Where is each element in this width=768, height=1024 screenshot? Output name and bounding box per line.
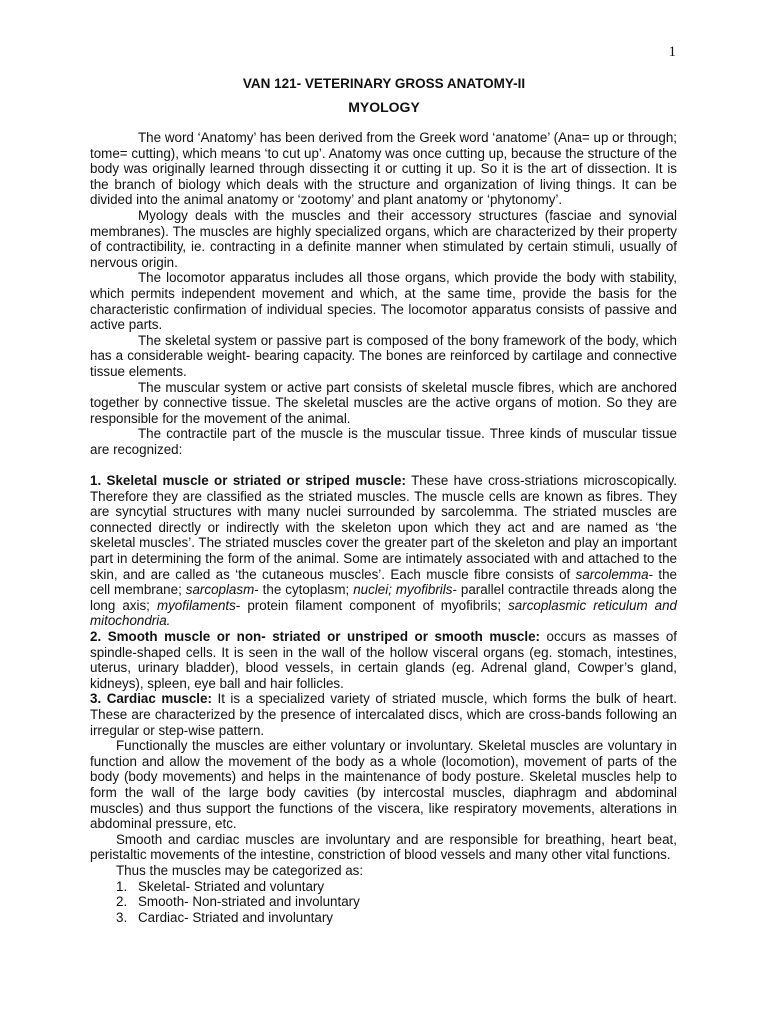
list-number: 3. <box>116 909 128 925</box>
document-subtitle: MYOLOGY <box>348 99 420 115</box>
section-cardiac-muscle <box>90 691 677 738</box>
list-number: 1. <box>116 878 128 894</box>
section-heading: 2. Smooth muscle or non- striated or unstriped or smooth muscle: <box>90 629 540 644</box>
list-item <box>116 894 677 910</box>
term-italic: sarcolemma <box>575 566 649 582</box>
section-text: - the cytoplasm; <box>254 582 354 598</box>
section-text: - parallel contractile threads along the long axis; <box>90 582 678 613</box>
section-text: - protein filament component of myofibrils; <box>235 597 509 613</box>
list-item <box>116 879 677 895</box>
paragraph-locomotor: The locomotor apparatus includes all those organs, which provide the body with stability, which permits independent movement and which, at the same time, provide the basis for the characteristic confirmation of individual species. The locomotor apparatus consists of passive and active parts. <box>90 270 677 333</box>
section-skeletal-muscle <box>90 473 677 629</box>
term-italic: sarcoplasm <box>185 582 255 598</box>
document-title: VAN 121- VETERINARY GROSS ANATOMY-II <box>242 76 526 91</box>
term-italic: nuclei; myofibrils <box>353 582 453 598</box>
paragraph-anatomy: The word ‘Anatomy’ has been derived from the Greek word ‘anatome’ (Ana= up or through; tome= cutting), which means ‘to cut up’. Anatomy was once cutting up, because the structure of the body was originally learned through dissecting it or cutting it up. So it is the art of dissection. It is the branch of biology which deals with the structure and organization of living things. It can be divided into the animal anatomy or ‘zootomy’ and plant anatomy or ‘phytonomy’. <box>90 130 677 208</box>
section-smooth-muscle <box>90 629 677 691</box>
page-number: 1 <box>668 44 676 60</box>
section-heading: 1. Skeletal muscle or striated or striped muscle: <box>90 473 406 489</box>
list-text: Smooth- Non-striated and involuntary <box>138 894 360 910</box>
paragraph-muscular-system: The muscular system or active part consists of skeletal muscle fibres, which are anchored together by connective tissue. The skeletal muscles are the active organs of motion. So they are responsible for the movement of the animal. <box>90 379 677 426</box>
spacer <box>90 457 677 473</box>
paragraph-muscular-tissue: The contractile part of the muscle is the muscular tissue. Three kinds of muscular tissue are recognized: <box>90 426 677 457</box>
paragraph-myology: Myology deals with the muscles and their accessory structures (fasciae and synovial membranes). The muscles are highly specialized organs, which are characterized by their property of contractibility, ie. contracting in a definite manner when stimulated by certain stimuli, usually of nervous origin. <box>90 207 677 270</box>
document-body <box>90 130 677 925</box>
term-italic: myofilaments <box>156 597 236 613</box>
term-italic: sarcoplasmic reticulum and mitochondria. <box>90 597 677 629</box>
section-text: occurs as masses of spindle-shaped cells. It is seen in the wall of the hollow visceral organs (eg. stomach, intestines, uterus, urinary bladder), blood vessels, in certain glands (eg. Adrenal gland, Cowper’s gland, kidneys), spleen, eye ball and hair follicles. <box>90 629 677 691</box>
paragraph-categorized: Thus the muscles may be categorized as: <box>116 862 364 878</box>
paragraph-skeletal-system: The skeletal system or passive part is composed of the bony framework of the body, which has a considerable weight- bearing capacity. The bones are reinforced by cartilage and connective tissue elements. <box>90 332 677 379</box>
list-text: Skeletal- Striated and voluntary <box>138 878 325 894</box>
list-number: 2. <box>116 894 128 910</box>
list-text: Cardiac- Striated and involuntary <box>138 909 334 925</box>
category-list <box>90 879 677 926</box>
section-text: It is a specialized variety of striated muscle, which forms the bulk of heart. These are characterized by the presence of intercalated discs, which are cross-bands following an irregular or step-wise pattern. <box>90 691 677 738</box>
list-item <box>116 910 677 926</box>
section-text: These have cross-striations microscopically. Therefore they are classified as the striated muscles. The muscle cells are known as fibres. They are syncytial structures with many nuclei surrounded by sarcolemma. The striated muscles are connected directly or indirectly with the skeleton upon which they act and are named as ‘the skeletal muscles’. The striated muscles cover the greater part of the skeleton and play an important part in determining the form of the animal. Some are intimately associated with and attached to the skin, and are called as ‘the cutaneous muscles’. Each muscle fibre consists of <box>90 473 678 582</box>
paragraph-involuntary: Smooth and cardiac muscles are involuntary and are responsible for breathing, heart beat, peristaltic movements of the intestine, constriction of blood vessels and many other vital functions. <box>90 831 677 863</box>
section-text: - the cell membrane; <box>90 566 678 598</box>
paragraph-functional: Functionally the muscles are either voluntary or involuntary. Skeletal muscles are voluntary in function and allow the movement of the body as a whole (locomotion), movement of parts of the body (body movements) and helps in the maintenance of body posture. Skeletal muscles help to form the wall of the large body cavities (by intercostal muscles, diaphragm and abdominal muscles) and thus support the functions of the viscera, like respiratory movements, alterations in abdominal pressure, etc. <box>90 738 677 832</box>
section-heading: 3. Cardiac muscle: <box>90 691 212 707</box>
